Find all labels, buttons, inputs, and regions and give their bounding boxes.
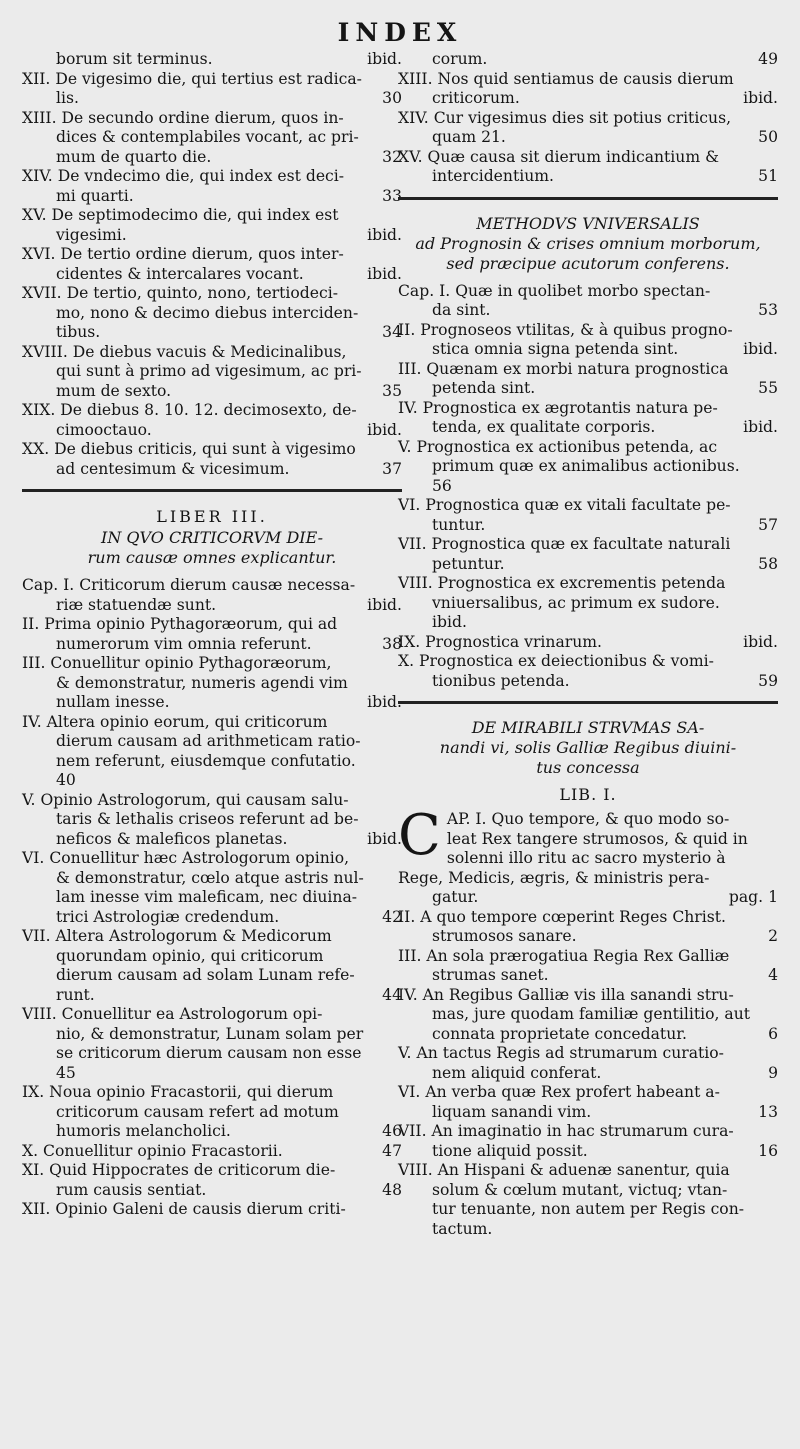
drop-cap: C [398,803,441,868]
index-line [22,966,402,986]
index-line-text: criticorum. [432,89,520,107]
index-line-text: strumosos sanare. [432,927,577,945]
index-line [22,382,402,402]
index-line-text: V. An tactus Regis ad strumarum curatio- [398,1044,724,1062]
index-line-text: dierum causam ad solam Lunam refe- [56,966,355,984]
index-line-text: nullam inesse. [56,693,170,711]
page-ref: 9 [768,1063,778,1082]
page-ref: 30 [382,89,402,107]
index-line-text: leat Rex tangere strumosos, & quid in [446,829,748,848]
index-line-text: IX. Prognostica vrinarum. [398,632,602,651]
index-line [22,1083,402,1103]
index-line-text: nem referunt, eiusdemque confutatio. [56,751,356,770]
index-line-text: gatur. [432,888,479,906]
index-line-text: XII. Opinio Galeni de causis dierum criti- [22,1200,346,1218]
index-line [22,947,402,967]
index-line [22,323,402,343]
index-line-text: XII. De vigesimo die, qui tertius est radica- [22,69,362,88]
index-line-text: Rege, Medicis, ægris, & ministris pera- [398,868,710,887]
index-line [22,206,402,226]
index-line-text: se criticorum dierum causam non esse [56,1044,362,1062]
index-line [22,109,402,129]
index-line-text: rum causis sentiat. [56,1180,207,1199]
index-line [398,555,778,575]
page-ref: 55 [758,379,778,397]
index-line [22,401,402,421]
index-line-text: primum quæ ex animalibus actionibus. [432,457,740,475]
index-line [22,869,402,889]
index-line-text: IX. Noua opinio Fracastorii, qui dierum [22,1083,334,1101]
index-line [398,869,778,889]
index-line-text: neficos & maleficos planetas. [56,829,288,848]
page-ref: 4 [768,966,778,984]
index-line [22,1161,402,1181]
index-line [22,70,402,90]
index-line [398,50,778,70]
lib-title: LIB. I. [559,785,617,804]
index-line [22,187,402,207]
page-ref: ibid. [367,693,402,711]
index-line-text: runt. [56,985,95,1004]
index-line [398,1083,778,1103]
index-line [398,927,778,947]
index-line-text: riæ statuendæ sunt. [56,595,217,614]
left-index-list-2 [22,576,402,1220]
struma-title-3: tus concessa [536,758,640,777]
index-line-text: VI. An verba quæ Rex profert habeant a- [398,1083,720,1101]
index-line [22,693,402,713]
index-line-text: III. An sola prærogatiua Regia Rex Galliæ [398,946,730,965]
page-ref: ibid. [743,89,778,107]
index-line-text: tione aliquid possit. [432,1141,588,1160]
index-line-text: 40 [56,771,76,789]
index-line [22,908,402,928]
page-ref: ibid. [743,340,778,358]
running-header: INDEX [337,18,463,47]
index-line-text: nio, & demonstratur, Lunam solam per [56,1024,364,1043]
index-line-text: ibid. [432,613,467,631]
index-line [398,1064,778,1084]
index-line-text: solenni illo ritu ac sacro mysterio à [446,849,726,867]
index-line-text: II. Prognoseos vtilitas, & à quibus progno- [398,320,733,339]
index-line-text: borum sit terminus. [56,50,213,68]
index-line-text: humoris melancholici. [56,1122,231,1140]
index-line-text: VII. Prognostica quæ ex facultate naturali [398,535,731,553]
index-line [398,1044,778,1064]
page-ref: 44 [382,985,402,1004]
index-line-text: 45 [56,1063,76,1082]
index-line [22,1044,402,1064]
index-line [22,791,402,811]
index-line [22,830,402,850]
page-ref: 53 [758,301,778,319]
index-line [22,460,402,480]
right-index-list-1 [398,50,778,187]
index-line-text: mum de sexto. [56,381,172,400]
index-line [398,966,778,986]
index-line-text: VIII. An Hispani & aduenæ sanentur, quia [398,1161,730,1179]
index-line-text: V. Opinio Astrologorum, qui causam salu- [22,790,349,809]
index-line-text: X. Conuellitur opinio Fracastorii. [22,1141,283,1160]
index-line-text: Cap. I. Criticorum dierum causæ necessa- [22,576,356,594]
index-line-text: ad centesimum & vicesimum. [56,459,290,478]
index-line-text: nem aliquid conferat. [432,1063,602,1082]
left-column [22,50,402,1220]
index-line-text: vigesimi. [56,225,127,244]
section-title: LIBER III. [156,507,268,526]
index-line [22,1103,402,1123]
page-ref: 16 [758,1141,778,1160]
index-line [22,1181,402,1201]
index-line [22,986,402,1006]
index-line-text: trici Astrologiæ credendum. [56,907,280,926]
index-line-text: Cap. I. Quæ in quolibet morbo spectan- [398,281,711,300]
index-line-text: IV. An Regibus Galliæ vis illa sanandi stru- [398,985,734,1004]
index-line [22,440,402,460]
index-line-text: tactum. [432,1219,493,1238]
index-line-text: lis. [56,89,79,107]
index-line [22,635,402,655]
index-line [398,1220,778,1240]
index-line [398,986,778,1006]
index-line-text: tibus. [56,323,101,341]
page-ref: 13 [758,1102,778,1121]
index-line [398,947,778,967]
index-line [22,245,402,265]
index-line [398,109,778,129]
index-line-text: XIV. Cur vigesimus dies sit potius criticus, [398,108,732,127]
index-line [398,1025,778,1045]
index-line [22,1142,402,1162]
index-line [22,1200,402,1220]
index-line [398,672,778,692]
index-line [22,927,402,947]
index-line-text: qui sunt à primo ad vigesimum, ac pri- [56,362,362,380]
index-line-text: VIII. Conuellitur ea Astrologorum opi- [22,1005,323,1023]
page-ref: 47 [382,1141,402,1160]
index-line-text: cidentes & intercalares vocant. [56,264,304,283]
page-ref: ibid. [367,50,402,68]
index-line [398,535,778,555]
drop-cap-block [398,803,778,1239]
index-line-text: tuntur. [432,515,486,534]
index-line [22,674,402,694]
index-line [398,1161,778,1181]
page-ref: 32 [382,147,402,166]
index-line [398,594,778,614]
index-line [22,148,402,168]
index-line-text: lam inesse vim maleficam, nec diuina- [56,888,358,906]
index-line-text: mas, jure quodam familiæ gentilitio, aut [432,1005,751,1023]
struma-title-2: nandi vi, solis Galliæ Regibus diuini- [439,738,737,757]
index-line [398,282,778,302]
method-title-1: METHODVS VNIVERSALIS [476,213,700,233]
index-line-text: XIII. De secundo ordine dierum, quos in- [22,108,344,127]
index-line-text: quorundam opinio, qui criticorum [56,946,324,965]
index-line-text: IV. Prognostica ex ægrotantis natura pe- [398,398,718,417]
index-line [22,732,402,752]
page-ref: 37 [382,459,402,478]
page-ref: 42 [382,907,402,926]
index-line-text: da sint. [432,301,491,319]
index-line-text: solum & cœlum mutant, victuq; vtan- [432,1180,728,1199]
index-line [398,128,778,148]
index-line [398,1142,778,1162]
index-line-text: tenda, ex qualitate corporis. [432,418,656,436]
index-line [398,438,778,458]
index-line [22,226,402,246]
index-line-text: petuntur. [432,554,505,573]
index-line [398,633,778,653]
page-ref: ibid. [367,420,402,439]
index-line-text: VI. Conuellitur hæc Astrologorum opinio, [22,849,350,867]
struma-title-1: DE MIRABILI STRVMAS SA- [471,718,705,737]
index-line [398,810,778,830]
right-index-list-3 [398,803,778,1239]
index-line-text: mo, nono & decimo diebus interciden- [56,303,359,322]
index-line-text: XVIII. De diebus vacuis & Medicinalibus, [22,342,347,361]
index-line [22,849,402,869]
right-column [398,50,778,1239]
page-ref: 33 [382,186,402,205]
index-line [398,1005,778,1025]
index-line-text: XIII. Nos quid sentiamus de causis dierum [398,69,734,88]
index-line [22,167,402,187]
method-title-3: sed præcipue acutorum conferens. [446,253,730,273]
page-ref: 34 [382,323,402,341]
index-line [398,496,778,516]
index-line-text: connata proprietate concedatur. [432,1024,687,1043]
index-line [398,1122,778,1142]
index-line-text: cimooctauo. [56,420,152,439]
index-line-text: IV. Altera opinio eorum, qui criticorum [22,712,328,731]
index-line [398,89,778,109]
index-line [398,457,778,477]
index-line-text: V. Prognostica ex actionibus petenda, ac [398,437,718,456]
index-line-text: petenda sint. [432,379,536,397]
page-ref: ibid. [743,632,778,651]
index-line-text: II. Prima opinio Pythagoræorum, qui ad [22,615,338,633]
index-line-text: intercidentium. [432,167,554,185]
index-line-text: stica omnia signa petenda sint. [432,340,679,358]
page-ref: ibid. [367,225,402,244]
index-line-text: corum. [432,50,488,68]
index-line-text: XX. De diebus criticis, qui sunt à vigesimo [22,440,356,458]
index-line [22,1122,402,1142]
index-line-text: & demonstratur, cœlo atque astris nul- [56,868,364,887]
index-line [398,379,778,399]
index-line [398,908,778,928]
index-line-text: & demonstratur, numeris agendi vim [56,673,348,692]
index-line [22,810,402,830]
index-line-text: VI. Prognostica quæ ex vitali facultate pe- [398,496,731,514]
index-line-text: II. A quo tempore cœperint Reges Christ. [398,907,726,926]
index-line [22,304,402,324]
index-line-text: III. Conuellitur opinio Pythagoræorum, [22,654,332,672]
index-line [22,284,402,304]
index-line-text: VIII. Prognostica ex excrementis petenda [398,574,726,592]
index-line-text: XIV. De vndecimo die, qui index est deci- [22,167,345,185]
page-ref: 48 [382,1180,402,1199]
index-line [398,830,778,850]
page-ref: 2 [768,927,778,945]
index-line-text: AP. I. Quo tempore, & quo modo so- [446,810,730,828]
index-line [398,1200,778,1220]
index-line [398,516,778,536]
index-line [22,50,402,70]
index-line [22,615,402,635]
index-line-text: dierum causam ad arithmeticam ratio- [56,732,361,750]
index-line [398,888,778,908]
index-line [398,148,778,168]
page-ref: 50 [758,128,778,146]
index-line [22,421,402,441]
index-line-text: strumas sanet. [432,966,549,984]
method-title-2: ad Prognosin & crises omnium morborum, [415,233,761,253]
index-line-text: 56 [432,476,452,495]
page-ref: 49 [758,50,778,68]
index-line [22,654,402,674]
index-line-text: XVII. De tertio, quinto, nono, tertiodeci- [22,284,338,302]
index-line [22,128,402,148]
index-line-text: criticorum causam refert ad motum [56,1102,339,1121]
left-index-list-1 [22,50,402,479]
index-line-text: XIX. De diebus 8. 10. 12. decimosexto, de- [22,401,357,419]
index-line-text: XV. De septimodecimo die, qui index est [22,206,339,224]
index-line [398,613,778,633]
index-line [22,713,402,733]
page-ref: 58 [758,554,778,573]
index-line-text: III. Quænam ex morbi natura prognostica [398,359,729,378]
section-subtitle-1: IN QVO CRITICORVM DIE- [101,528,323,547]
page-ref: 46 [382,1122,402,1140]
index-line-text: VII. An imaginatio in hac strumarum cura- [398,1122,734,1140]
index-line [398,574,778,594]
index-line [22,752,402,772]
index-line [22,265,402,285]
index-line-text: XI. Quid Hippocrates de criticorum die- [22,1161,336,1179]
index-line [398,167,778,187]
index-line [398,399,778,419]
page-ref: 59 [758,671,778,690]
index-line-text: mum de quarto die. [56,147,212,166]
page-ref: 35 [382,381,402,400]
index-line-text: taris & lethalis criseos referunt ad be- [56,810,359,828]
index-line-text: VII. Altera Astrologorum & Medicorum [22,927,332,945]
index-line [22,343,402,363]
index-line-text: X. Prognostica ex deiectionibus & vomi- [398,652,714,670]
index-line-text: dices & contemplabiles vocant, ac pri- [56,128,359,146]
right-index-list-2 [398,282,778,692]
index-line-text: vniuersalibus, ac primum ex sudore. [432,593,720,612]
index-line [398,360,778,380]
index-line [398,340,778,360]
index-line-text: mi quarti. [56,186,134,205]
index-line [22,771,402,791]
page-ref: ibid. [743,418,778,436]
index-line-text: tur tenuante, non autem per Regis con- [432,1200,745,1218]
page-ref: ibid. [367,595,402,614]
section-rule [398,197,778,200]
index-line [22,1064,402,1084]
page-ref: 38 [382,634,402,653]
index-line [398,418,778,438]
index-line [22,362,402,382]
page-ref: ibid. [367,264,402,283]
index-line [398,477,778,497]
page-ref: 6 [768,1024,778,1043]
index-line-text: XV. Quæ causa sit dierum indicantium & [398,147,719,166]
index-line [398,1103,778,1123]
index-line [22,1025,402,1045]
section-subtitle-2: rum causæ omnes explicantur. [87,548,337,567]
index-line-text: XVI. De tertio ordine dierum, quos inter- [22,245,344,263]
page-ref: ibid. [367,829,402,848]
section-rule [22,489,402,492]
index-line [22,576,402,596]
section-rule [398,701,778,704]
index-line-text: tionibus petenda. [432,671,570,690]
index-line [22,888,402,908]
index-line-text: liquam sanandi vim. [432,1102,592,1121]
index-line [22,1005,402,1025]
page-ref: 57 [758,515,778,534]
page-ref: 51 [758,167,778,185]
index-line [398,849,778,869]
index-line [22,596,402,616]
index-line [398,652,778,672]
index-line [398,1181,778,1201]
page-ref: pag. 1 [728,888,778,906]
index-line [398,301,778,321]
index-line [398,70,778,90]
index-line-text: quam 21. [432,128,506,146]
index-line [398,321,778,341]
index-line-text: numerorum vim omnia referunt. [56,634,312,653]
index-line [22,89,402,109]
